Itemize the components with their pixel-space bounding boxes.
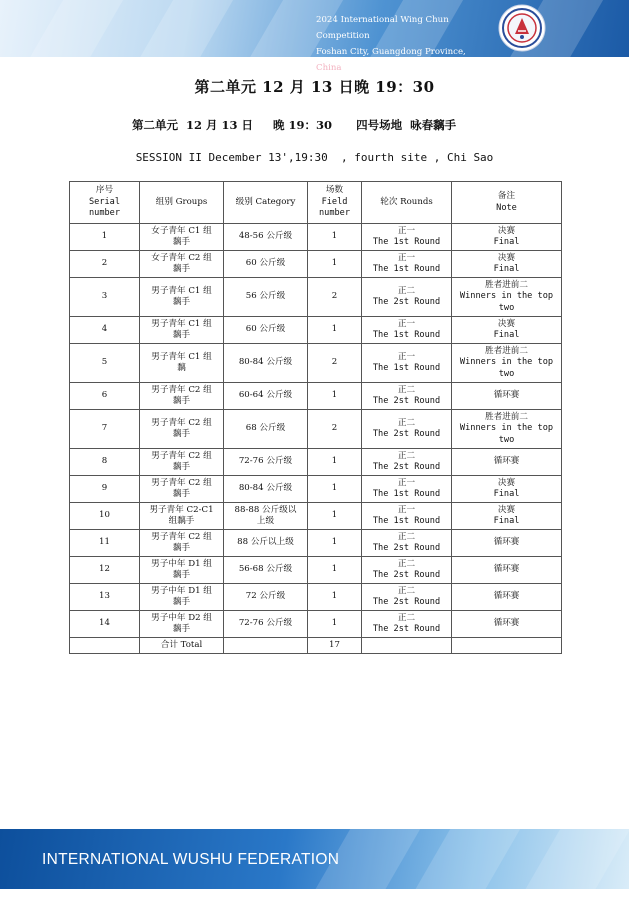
page-header-banner <box>0 0 629 73</box>
cell-category: 60 公斤级 <box>224 251 308 278</box>
cell-round: 正二 The 2st Round <box>362 449 452 476</box>
table-row <box>70 344 562 383</box>
cell-note: 循环赛 <box>452 611 562 638</box>
cell-note: 循环赛 <box>452 530 562 557</box>
cell-group: 男子青年 C2 组 黐手 <box>140 530 224 557</box>
table-row <box>70 410 562 449</box>
col-header-rounds: 轮次 Rounds <box>362 182 452 224</box>
cell-note: 循环赛 <box>452 557 562 584</box>
cell-category: 48-56 公斤级 <box>224 224 308 251</box>
cell-serial: 6 <box>70 383 140 410</box>
cell-category: 72-76 公斤级 <box>224 611 308 638</box>
cell-serial: 11 <box>70 530 140 557</box>
cell-field: 2 <box>308 344 362 383</box>
cell-group: 男子青年 C1 组 黐 <box>140 344 224 383</box>
competition-location: Foshan City, Guangdong Province, China <box>316 47 466 73</box>
cell-serial: 2 <box>70 251 140 278</box>
total-value: 17 <box>308 638 362 654</box>
cell-category: 80-84 公斤级 <box>224 344 308 383</box>
cell-note: 决赛 Final <box>452 224 562 251</box>
cell-note: 胜者进前二 Winners in the top two <box>452 410 562 449</box>
table-header-row <box>70 182 562 224</box>
cell-empty <box>224 638 308 654</box>
cell-field: 1 <box>308 224 362 251</box>
table-row <box>70 224 562 251</box>
cell-category: 60-64 公斤级 <box>224 383 308 410</box>
cell-field: 1 <box>308 503 362 530</box>
table-row <box>70 584 562 611</box>
cell-serial: 10 <box>70 503 140 530</box>
cell-group: 男子中年 D1 组 黐手 <box>140 557 224 584</box>
cell-serial: 9 <box>70 476 140 503</box>
federation-name: INTERNATIONAL WUSHU FEDERATION <box>42 851 340 868</box>
cell-serial: 8 <box>70 449 140 476</box>
cell-group: 男子青年 C1 组 黐手 <box>140 317 224 344</box>
cell-round: 正二 The 2st Round <box>362 611 452 638</box>
col-header-serial: 序号 Serial number <box>70 182 140 224</box>
session-subtitle-cn: 第二单元 12 月 13 日 晚 19：30 四号场地 咏春黐手 <box>132 118 457 132</box>
cell-round: 正一 The 1st Round <box>362 503 452 530</box>
cell-category: 88-88 公斤级以 上级 <box>224 503 308 530</box>
cell-empty <box>362 638 452 654</box>
cell-field: 1 <box>308 530 362 557</box>
cell-field: 1 <box>308 383 362 410</box>
table-row <box>70 503 562 530</box>
cell-field: 1 <box>308 584 362 611</box>
cell-field: 1 <box>308 251 362 278</box>
table-row <box>70 530 562 557</box>
cell-round: 正一 The 1st Round <box>362 476 452 503</box>
cell-category: 72 公斤级 <box>224 584 308 611</box>
cell-round: 正一 The 1st Round <box>362 344 452 383</box>
cell-group: 男子青年 C2-C1 组黐手 <box>140 503 224 530</box>
cell-field: 1 <box>308 476 362 503</box>
cell-group: 男子青年 C2 组 黐手 <box>140 383 224 410</box>
cell-note: 胜者进前二 Winners in the top two <box>452 278 562 317</box>
cell-note: 决赛 Final <box>452 503 562 530</box>
cell-serial: 13 <box>70 584 140 611</box>
table-row <box>70 449 562 476</box>
cell-round: 正二 The 2st Round <box>362 557 452 584</box>
competition-title-line1: 2024 International Wing Chun Competition <box>316 15 449 41</box>
page-title: 第二单元 12 月 13 日晚 19：30 <box>194 78 435 96</box>
cell-note: 胜者进前二 Winners in the top two <box>452 344 562 383</box>
cell-field: 2 <box>308 410 362 449</box>
competition-title <box>316 12 492 76</box>
cell-group: 男子青年 C2 组 黐手 <box>140 476 224 503</box>
cell-serial: 1 <box>70 224 140 251</box>
col-header-field: 场数 Field number <box>308 182 362 224</box>
cell-group: 男子中年 D1 组 黐手 <box>140 584 224 611</box>
cell-field: 1 <box>308 611 362 638</box>
cell-group: 男子青年 C1 组 黐手 <box>140 278 224 317</box>
cell-category: 72-76 公斤级 <box>224 449 308 476</box>
cell-note: 决赛 Final <box>452 317 562 344</box>
cell-category: 56 公斤级 <box>224 278 308 317</box>
cell-serial: 3 <box>70 278 140 317</box>
col-header-category: 级别 Category <box>224 182 308 224</box>
cell-field: 1 <box>308 449 362 476</box>
col-header-note: 备注 Note <box>452 182 562 224</box>
cell-category: 60 公斤级 <box>224 317 308 344</box>
table-row <box>70 476 562 503</box>
table-total-row <box>70 638 562 654</box>
cell-group: 男子青年 C2 组 黐手 <box>140 449 224 476</box>
cell-serial: 14 <box>70 611 140 638</box>
cell-round: 正一 The 1st Round <box>362 251 452 278</box>
cell-empty <box>452 638 562 654</box>
cell-group: 女子青年 C1 组 黐手 <box>140 224 224 251</box>
total-label: 合计 Total <box>140 638 224 654</box>
cell-empty <box>70 638 140 654</box>
page-footer-banner <box>0 829 629 889</box>
col-header-groups: 组别 Groups <box>140 182 224 224</box>
cell-round: 正一 The 1st Round <box>362 224 452 251</box>
cell-serial: 12 <box>70 557 140 584</box>
cell-round: 正二 The 2st Round <box>362 584 452 611</box>
session-subtitle-en: SESSION II December 13',19:30 , fourth site , Chi Sao <box>135 151 494 164</box>
table-row <box>70 251 562 278</box>
cell-category: 80-84 公斤级 <box>224 476 308 503</box>
cell-round: 正二 The 2st Round <box>362 278 452 317</box>
table-row <box>70 383 562 410</box>
cell-note: 循环赛 <box>452 584 562 611</box>
cell-category: 56-68 公斤级 <box>224 557 308 584</box>
cell-field: 2 <box>308 278 362 317</box>
cell-field: 1 <box>308 317 362 344</box>
cell-round: 正一 The 1st Round <box>362 317 452 344</box>
cell-category: 68 公斤级 <box>224 410 308 449</box>
schedule-table <box>69 181 562 654</box>
cell-field: 1 <box>308 557 362 584</box>
table-row <box>70 278 562 317</box>
table-row <box>70 611 562 638</box>
cell-serial: 4 <box>70 317 140 344</box>
cell-serial: 5 <box>70 344 140 383</box>
cell-group: 男子青年 C2 组 黐手 <box>140 410 224 449</box>
cell-note: 决赛 Final <box>452 476 562 503</box>
cell-note: 决赛 Final <box>452 251 562 278</box>
schedule-table-body <box>70 224 562 654</box>
cell-serial: 7 <box>70 410 140 449</box>
competition-logo-icon <box>498 4 546 52</box>
cell-round: 正二 The 2st Round <box>362 383 452 410</box>
cell-round: 正二 The 2st Round <box>362 410 452 449</box>
cell-group: 女子青年 C2 组 黐手 <box>140 251 224 278</box>
table-row <box>70 557 562 584</box>
table-row <box>70 317 562 344</box>
cell-note: 循环赛 <box>452 449 562 476</box>
cell-round: 正二 The 2st Round <box>362 530 452 557</box>
cell-note: 循环赛 <box>452 383 562 410</box>
cell-group: 男子中年 D2 组 黐手 <box>140 611 224 638</box>
cell-category: 88 公斤以上级 <box>224 530 308 557</box>
